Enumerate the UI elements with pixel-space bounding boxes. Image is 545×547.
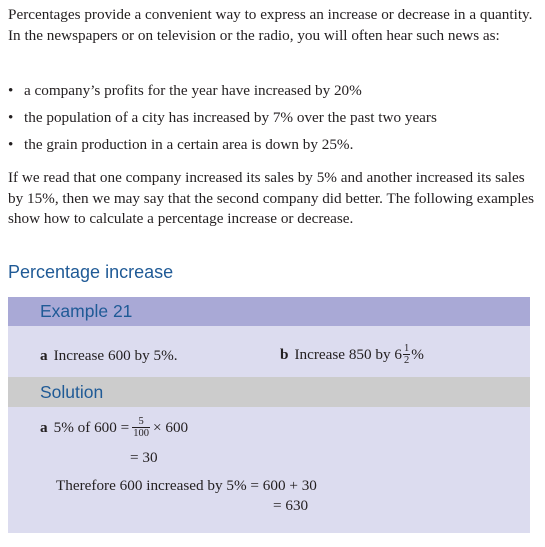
part-text: Increase 600 by 5%. [53,347,178,364]
list-item [8,81,437,108]
fraction-numerator: 1 [404,343,410,354]
fraction-numerator: 5 [132,416,150,428]
fraction [403,343,410,366]
part-label: a [40,418,48,436]
bullet-icon: • [8,136,14,153]
solution-header [8,377,530,407]
explanation-paragraph: If we read that one company increased its sales by 5% and another increased its sales by 15%, then we may say that the second company did better. The following examples show how to calculate a percentage increase or decrease. [8,169,535,227]
fraction-denominator: 100 [133,428,149,439]
part-label: a [40,347,48,364]
bullet-text: the population of a city has increased by 7% over the past two years [24,109,437,126]
fraction-denominator: 2 [404,355,410,366]
percent-sign: % [411,345,424,363]
news-bullet-list [8,81,437,162]
intro-paragraph: Percentages provide a convenient way to express an increase or decrease in a quantity. In the newspapers or on television or the radio, you will often hear such news as: [8,6,533,44]
solution-line-3: Therefore 600 increased by 5% = 600 + 30 [56,477,317,494]
equation-right: × 600 [152,418,189,436]
solution-line-1 [40,416,188,439]
bullet-icon: • [8,109,14,126]
solution-line-2: = 30 [130,449,158,466]
bullet-text: the grain production in a certain area is down by 25%. [24,136,354,153]
solution-line-4: = 630 [273,497,309,514]
example-box [8,297,530,533]
bullet-icon: • [8,82,14,99]
part-label: b [280,345,289,363]
equation-left: 5% of 600 = [53,418,130,436]
fraction [132,416,150,439]
example-header [8,297,530,326]
solution-title: Solution [40,382,104,402]
list-item [8,135,437,162]
example-part-a [40,347,178,365]
example-part-b [280,343,424,366]
bullet-text: a company’s profits for the year have increased by 20% [24,82,362,99]
part-text: Increase 850 by 6 [294,345,402,363]
section-heading: Percentage increase [8,262,174,282]
example-title: Example 21 [40,301,133,321]
list-item [8,108,437,135]
